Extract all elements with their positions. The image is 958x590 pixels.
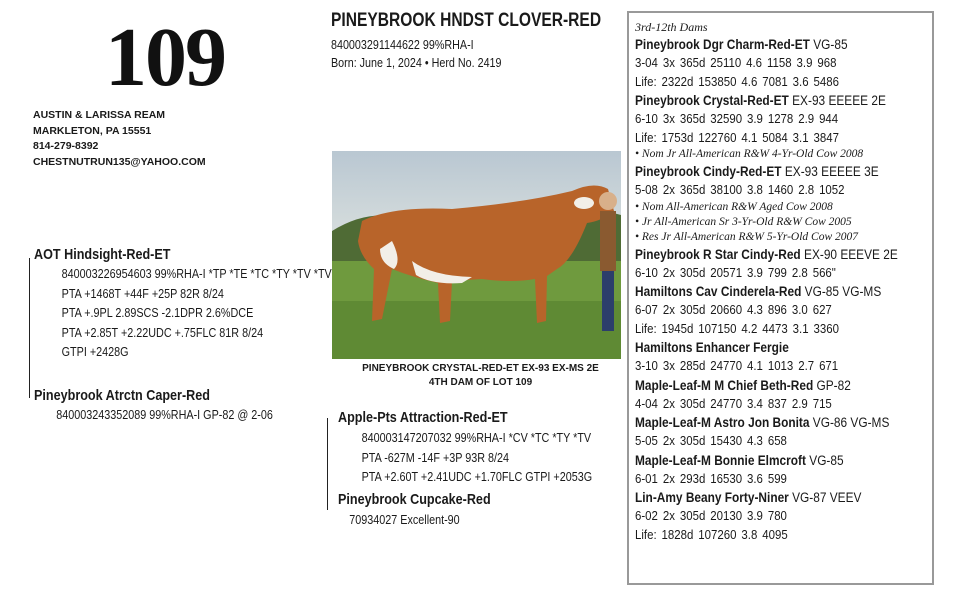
dam-entry-record: Life: 1828d 107260 3.8 4095 <box>635 526 788 542</box>
dam-entry-record: Life: 1753d 122760 4.1 5084 3.1 3847 <box>635 129 839 145</box>
owner-email: CHESTNUTRUN135@YAHOO.COM <box>33 155 206 168</box>
dam-entry-record: 5-05 2x 305d 15430 4.3 658 <box>635 433 787 448</box>
photo-caption-line2: 4TH DAM OF LOT 109 <box>428 377 533 388</box>
dam-name: Pineybrook Cupcake-Red <box>338 491 491 508</box>
dams-box <box>627 11 934 585</box>
photo-caption-line1: PINEYBROOK CRYSTAL-RED-ET EX-93 EX-MS 2E <box>362 363 599 374</box>
dam-entry-classification: VG-85 <box>809 452 844 468</box>
dam-entry-name <box>635 413 898 432</box>
dam-entry-animal: Pineybrook Dgr Charm-Red-ET <box>635 37 810 52</box>
animal-details <box>331 36 502 72</box>
dam-entry-record: 6-10 3x 365d 32590 3.9 1278 2.9 944 <box>635 111 839 126</box>
dam-entry-honor: • Nom All-American R&W Aged Cow 2008 <box>635 200 833 213</box>
dam-sire-name: Apple-Pts Attraction-Red-ET <box>338 409 508 426</box>
dam-entry-classification: VG-86 VG-MS <box>812 415 890 430</box>
dam-entry-honor: • Jr All-American Sr 3-Yr-Old R&W Cow 2005 <box>635 215 852 228</box>
dam-sire-line: PTA -627M -14F +3P 93R 8/24 <box>361 449 510 465</box>
cow-photo <box>332 151 621 359</box>
dam-entry-animal: Maple-Leaf-M Astro Jon Bonita <box>635 415 810 430</box>
dam-entry-animal: Pineybrook Cindy-Red-ET <box>635 164 782 179</box>
dam-entry-animal: Maple-Leaf-M M Chief Beth-Red <box>635 377 814 393</box>
sire-dam-name: Pineybrook Atrctn Caper-Red <box>34 387 210 404</box>
dam-entry-name <box>635 338 898 357</box>
dam-entry-classification: VG-87 VEEV <box>792 490 862 505</box>
pedigree-bracket-sire <box>29 258 30 398</box>
dam-entry-animal: Hamiltons Enhancer Fergie <box>635 340 789 355</box>
dam-entry-record: 5-08 2x 365d 38100 3.8 1460 2.8 1052 <box>635 182 845 197</box>
animal-born: Born: June 1, 2024 • Herd No. 2419 <box>331 56 502 70</box>
dam-entry-animal: Lin-Amy Beany Forty-Niner <box>635 490 789 505</box>
dam-entry-record: 3-04 3x 365d 25110 4.6 1158 3.9 968 <box>635 55 837 70</box>
sire-info <box>34 264 359 362</box>
dam-entry-classification: VG-85 <box>813 37 848 52</box>
dam-entry-record: 3-10 3x 285d 24770 4.1 1013 2.7 671 <box>635 358 839 373</box>
sire-dam-line: 840003243352089 99%RHA-I GP-82 @ 2-06 <box>56 407 273 422</box>
dam-entry-classification: GP-82 <box>816 377 851 393</box>
owner-name: AUSTIN & LARISSA REAM <box>33 109 166 121</box>
dam-entry-name <box>635 488 898 507</box>
dam-entry-record: 6-10 2x 305d 20571 3.9 799 2.8 566" <box>635 264 836 280</box>
dam-entry-record: Life: 1945d 107150 4.2 4473 3.1 3360 <box>635 320 839 336</box>
owner-info <box>33 108 206 170</box>
dams-heading: 3rd-12th Dams <box>635 20 708 34</box>
animal-registration: 840003291144622 99%RHA-I <box>331 38 474 52</box>
dam-entry-classification: EX-93 EEEEE 2E <box>792 93 886 108</box>
dam-sire-info <box>338 428 616 487</box>
dam-entry-classification: EX-93 EEEEE 3E <box>784 164 879 179</box>
pedigree-bracket-dam <box>327 418 328 510</box>
dam-entry-name <box>635 162 898 181</box>
dam-entry-classification: EX-90 EEEVE 2E <box>804 246 898 262</box>
dam-entry-animal: Hamiltons Cav Cinderela-Red <box>635 284 802 299</box>
dam-entry-name <box>635 376 898 395</box>
sire-line: 840003226954603 99%RHA-I *TP *TE *TC *TY *TV *TV <box>61 266 332 281</box>
dam-entry-name <box>635 451 898 470</box>
dam-entry-record: 6-07 2x 305d 20660 4.3 896 3.0 627 <box>635 302 832 317</box>
sire-line: PTA +1468T +44F +25P 82R 8/24 <box>61 285 224 301</box>
dam-entry-honor: • Nom Jr All-American R&W 4-Yr-Old Cow 2008 <box>635 148 864 160</box>
owner-phone: 814-279-8392 <box>33 140 99 152</box>
dam-entry-animal: Pineybrook R Star Cindy-Red <box>635 246 801 262</box>
cow-photo-illustration <box>332 151 621 359</box>
dam-entry-animal: Maple-Leaf-M Bonnie Elmcroft <box>635 452 806 468</box>
sire-line: GTPI +2428G <box>61 344 129 359</box>
dam-entry-name <box>635 245 898 264</box>
sire-line: PTA +.9PL 2.89SCS -2.1DPR 2.6%DCE <box>61 305 254 320</box>
dam-sire-line: 840003147207032 99%RHA-I *CV *TC *TY *TV <box>361 430 592 445</box>
dam-entry-classification: VG-85 VG-MS <box>804 284 882 299</box>
owner-city: MARKLETON, PA 15551 <box>33 124 152 137</box>
dam-entry-record: 6-01 2x 293d 16530 3.6 599 <box>635 470 787 486</box>
animal-name: PINEYBROOK HNDST CLOVER-RED <box>331 10 602 31</box>
dam-sire-line: PTA +2.60T +2.41UDC +1.70FLC GTPI +2053G <box>361 469 593 484</box>
dams-list <box>635 19 934 544</box>
sire-dam-info <box>34 405 295 425</box>
dam-entry-name <box>635 282 898 301</box>
dam-entry-record: 6-02 2x 305d 20130 3.9 780 <box>635 508 787 523</box>
sire-line: PTA +2.85T +2.22UDC +.75FLC 81R 8/24 <box>61 324 264 340</box>
sire-name: AOT Hindsight-Red-ET <box>34 246 171 263</box>
dam-info <box>338 510 471 530</box>
dam-entry-honor: • Res Jr All-American R&W 5-Yr-Old Cow 2007 <box>635 230 859 243</box>
dam-entry-record: Life: 2322d 153850 4.6 7081 3.6 5486 <box>635 73 839 89</box>
dam-entry-name <box>635 35 898 54</box>
dam-entry-record: 4-04 2x 305d 24770 3.4 837 2.9 715 <box>635 395 832 411</box>
lot-number: 109 <box>105 11 225 104</box>
dam-entry-name <box>635 91 898 110</box>
dam-entry-animal: Pineybrook Crystal-Red-ET <box>635 93 789 108</box>
photo-caption <box>332 362 629 390</box>
dam-line: 70934027 Excellent-90 <box>349 512 460 527</box>
